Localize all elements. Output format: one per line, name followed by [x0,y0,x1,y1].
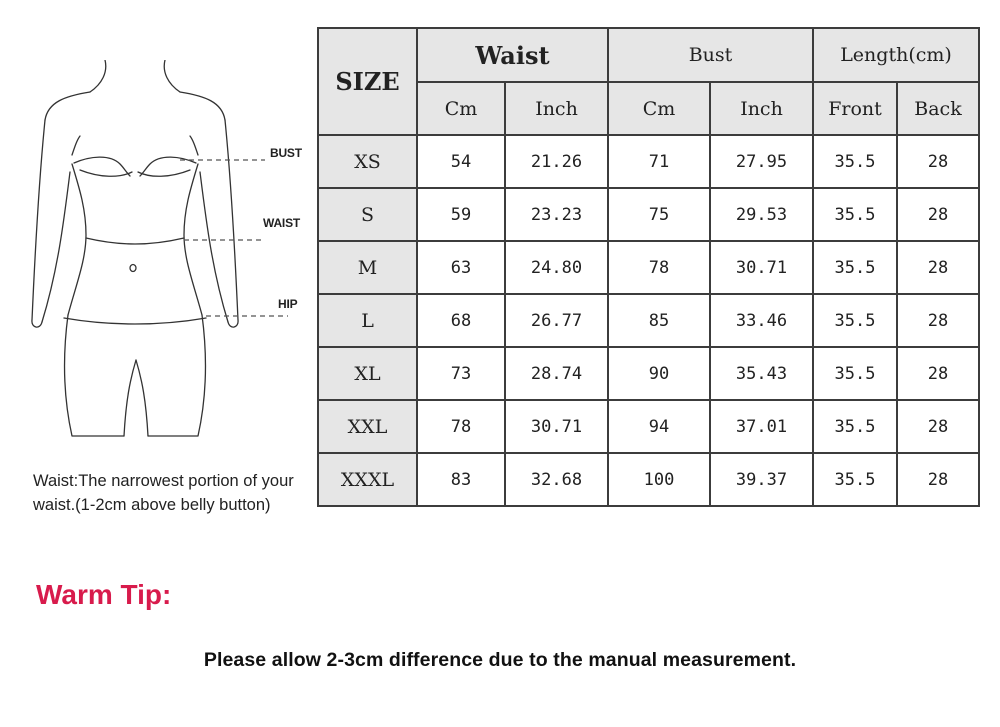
measurement-cell: 35.5 [813,188,897,241]
warm-tip-text: Please allow 2-3cm difference due to the manual measurement. [203,649,797,671]
measurement-cell: 28.74 [505,347,608,400]
measurement-cell: 75 [608,188,710,241]
waist-definition-note: Waist:The narrowest portion of your waist.(1-2cm above belly button) [33,472,294,514]
size-column-header: SIZE [318,28,417,135]
measurement-cell: 54 [417,135,505,188]
measurement-cell: 35.5 [813,135,897,188]
size-table-body [318,135,979,506]
warm-tip-title: Warm Tip: [36,579,172,610]
measurement-cell: 28 [897,400,979,453]
size-label-cell: XS [318,135,417,188]
body-figure [20,60,320,450]
measurement-cell: 23.23 [505,188,608,241]
unit-header-cell: Back [897,82,979,135]
measurement-cell: 28 [897,453,979,506]
measurement-cell: 35.5 [813,453,897,506]
measurement-cell: 63 [417,241,505,294]
unit-header-cell: Inch [710,82,813,135]
unit-header-cell: Cm [417,82,505,135]
measurement-cell: 68 [417,294,505,347]
measurement-cell: 35.5 [813,400,897,453]
measurement-cell: 27.95 [710,135,813,188]
measurement-cell: 94 [608,400,710,453]
hip-label: HIP [278,297,298,311]
bust-group-header: Bust [608,28,813,82]
measurement-cell: 35.5 [813,347,897,400]
body-outline-illustration [20,60,320,450]
table-row [318,135,979,188]
measurement-cell: 30.71 [710,241,813,294]
measurement-cell: 28 [897,347,979,400]
size-label-cell: S [318,188,417,241]
measurement-cell: 28 [897,294,979,347]
table-row [318,400,979,453]
size-label-cell: XL [318,347,417,400]
unit-header-cell: Front [813,82,897,135]
size-label-cell: XXXL [318,453,417,506]
unit-header-cell: Cm [608,82,710,135]
measurement-cell: 100 [608,453,710,506]
waist-label: WAIST [263,216,300,230]
measurement-cell: 35.43 [710,347,813,400]
measurement-cell: 71 [608,135,710,188]
measurement-cell: 85 [608,294,710,347]
measurement-cell: 73 [417,347,505,400]
unit-header-row [318,82,979,135]
measurement-cell: 28 [897,188,979,241]
measurement-cell: 78 [608,241,710,294]
bust-label: BUST [270,146,302,160]
size-label-cell: L [318,294,417,347]
size-chart-table [317,27,980,507]
table-row [318,241,979,294]
measurement-cell: 39.37 [710,453,813,506]
measurement-cell: 28 [897,241,979,294]
table-row [318,294,979,347]
size-label-cell: M [318,241,417,294]
table-row [318,188,979,241]
measurement-cell: 29.53 [710,188,813,241]
measurement-cell: 78 [417,400,505,453]
measurement-cell: 21.26 [505,135,608,188]
measurement-cell: 37.01 [710,400,813,453]
measurement-cell: 83 [417,453,505,506]
measurement-cell: 33.46 [710,294,813,347]
measurement-cell: 32.68 [505,453,608,506]
measurement-cell: 26.77 [505,294,608,347]
length-group-header: Length(cm) [813,28,979,82]
unit-header-cell: Inch [505,82,608,135]
measurement-cell: 28 [897,135,979,188]
table-row [318,347,979,400]
waist-group-header: Waist [417,28,608,82]
measurement-cell: 24.80 [505,241,608,294]
measurement-cell: 35.5 [813,294,897,347]
table-row [318,453,979,506]
size-label-cell: XXL [318,400,417,453]
measurement-cell: 30.71 [505,400,608,453]
measurement-cell: 35.5 [813,241,897,294]
measurement-cell: 59 [417,188,505,241]
measurement-cell: 90 [608,347,710,400]
